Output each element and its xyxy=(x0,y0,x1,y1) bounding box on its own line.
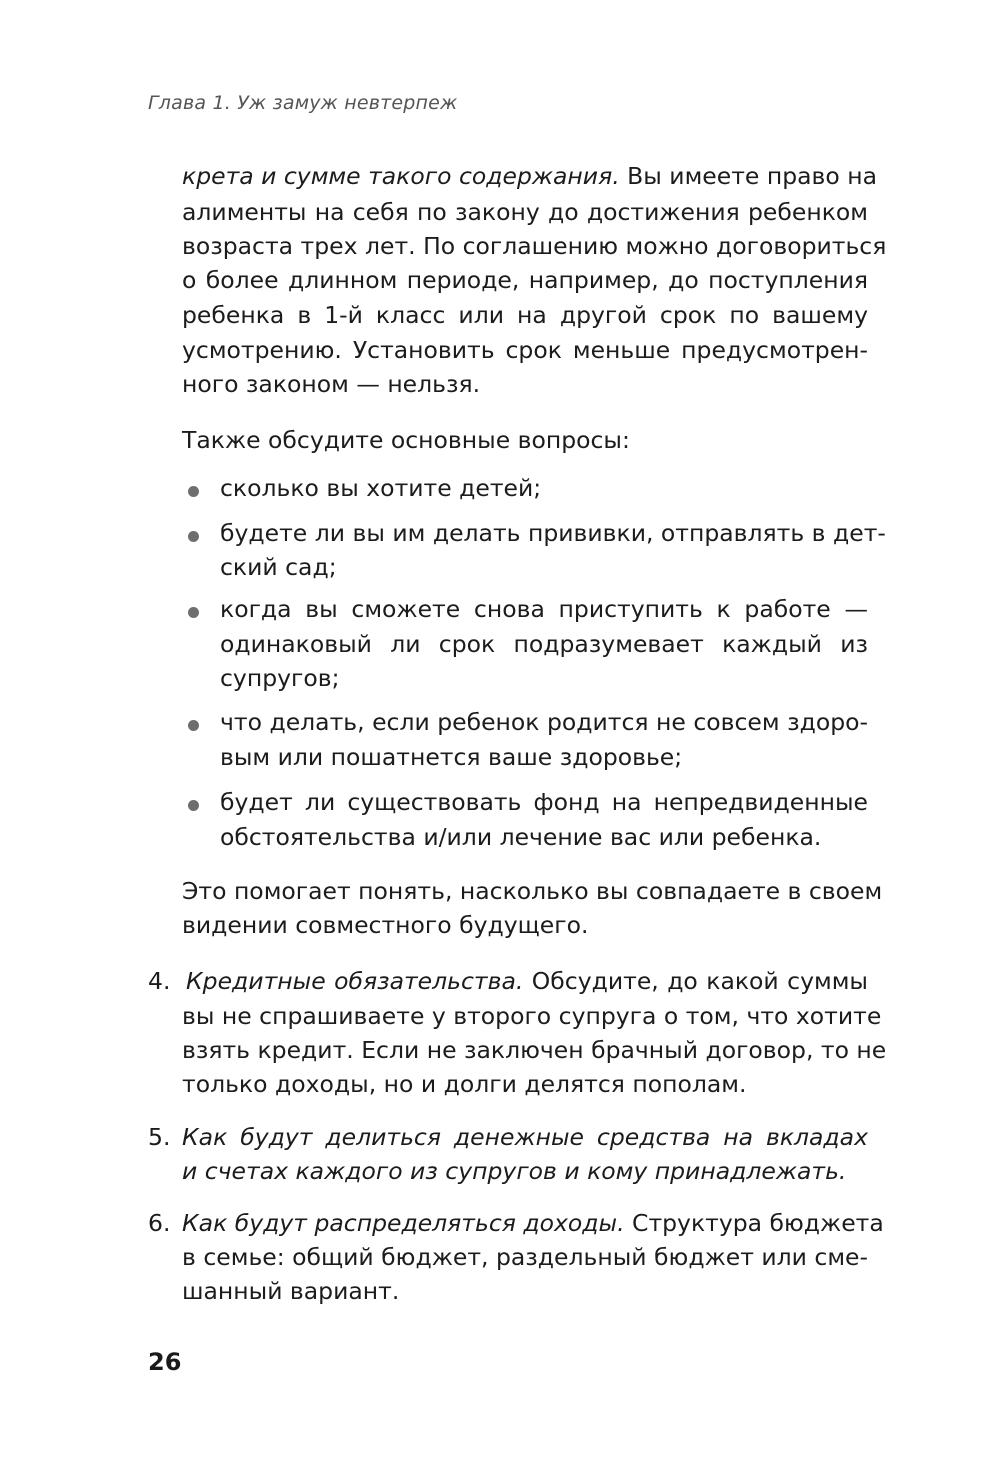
item6-line1-rest: Структура бюджета xyxy=(624,1209,884,1237)
page-number: 26 xyxy=(148,1348,182,1376)
bullet5-line2: обстоятельства и/или лечение вас или ребенка. xyxy=(220,823,822,851)
list-number-4: 4. xyxy=(148,967,171,995)
item4-line1-rest: Обсудите, до какой суммы xyxy=(523,967,868,995)
bullet3-line2: одинаковый ли срок подразумевает каждый из xyxy=(220,630,868,658)
para1-line6: усмотрению. Установить срок меньше предусмотрен- xyxy=(182,336,868,364)
bullet-dot-icon xyxy=(188,607,199,618)
para1-line7: ного законом — нельзя. xyxy=(182,370,481,398)
item4-line1-italic: Кредитные обязательства. xyxy=(186,967,524,995)
para1-line5: ребенка в 1-й класс или на другой срок по вашему xyxy=(182,301,868,329)
bullet2-line2: ский сад; xyxy=(220,553,337,581)
para1-line1 xyxy=(182,159,877,193)
para3-line2: видении совместного будущего. xyxy=(182,911,589,939)
item5-line2: и счетах каждого из супругов и кому принадлежать. xyxy=(182,1157,847,1185)
item6-line3: шанный вариант. xyxy=(182,1277,400,1305)
bullet2-line1: будете ли вы им делать прививки, отправлять в дет- xyxy=(220,519,886,547)
bullet3-line3: супругов; xyxy=(220,664,340,692)
bullet-dot-icon xyxy=(188,486,199,497)
para1-line3: возраста трех лет. По соглашению можно договориться xyxy=(182,232,887,260)
bullet3-line1: когда вы сможете снова приступить к работе — xyxy=(220,595,868,623)
item5-line1: Как будут делиться денежные средства на вкладах xyxy=(182,1123,868,1151)
bullet-dot-icon xyxy=(188,720,199,731)
bullet-dot-icon xyxy=(188,531,199,542)
item4-line1 xyxy=(186,964,868,998)
item6-line1 xyxy=(182,1206,884,1240)
para1-line2: алименты на себя по закону до достижения ребенком xyxy=(182,198,868,226)
item6-line2: в семье: общий бюджет, раздельный бюджет или сме- xyxy=(182,1243,868,1271)
para2-intro: Также обсудите основные вопросы: xyxy=(182,426,630,454)
bullet4-line2: вым или пошатнется ваше здоровье; xyxy=(220,743,683,771)
item6-line1-italic: Как будут распределяться доходы. xyxy=(182,1209,625,1237)
para1-line4: о более длинном периоде, например, до поступления xyxy=(182,266,868,294)
list-number-5: 5. xyxy=(148,1123,171,1151)
para1-line1-rest: Вы имеете право на xyxy=(619,162,877,190)
bullet4-line1: что делать, если ребенок родится не совсем здоро- xyxy=(220,708,868,736)
item4-line4: только доходы, но и долги делятся пополам. xyxy=(182,1070,747,1098)
list-number-6: 6. xyxy=(148,1209,171,1237)
item4-line3: взять кредит. Если не заключен брачный договор, то не xyxy=(182,1036,887,1064)
bullet-dot-icon xyxy=(188,800,199,811)
bullet5-line1: будет ли существовать фонд на непредвиденные xyxy=(220,788,868,816)
bullet1-line1: сколько вы хотите детей; xyxy=(220,474,542,502)
para3-line1: Это помогает понять, насколько вы совпадаете в своем xyxy=(182,877,883,905)
para1-line1-italic: крета и сумме такого содержания. xyxy=(182,162,620,190)
item4-line2: вы не спрашиваете у второго супруга о том, что хотите xyxy=(182,1002,882,1030)
running-header: Глава 1. Уж замуж невтерпеж xyxy=(148,92,458,114)
